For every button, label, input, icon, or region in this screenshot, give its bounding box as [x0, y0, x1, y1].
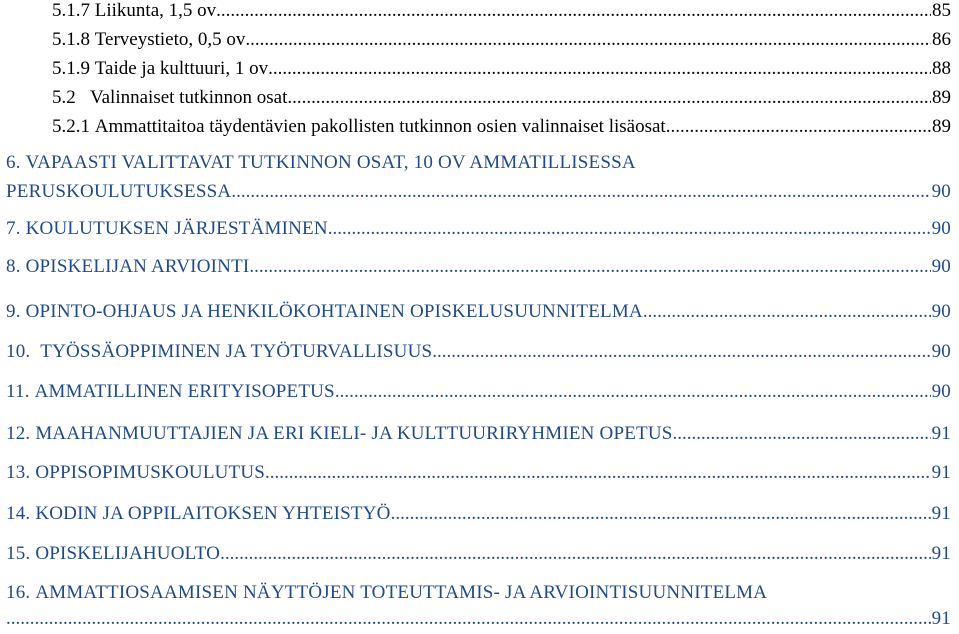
dot-leader: [268, 58, 931, 80]
toc-entry-title: 16. AMMATTIOSAAMISEN NÄYTTÖJEN TOTEUTTAMIS- JA ARVIOINTISUUNNITELMA: [6, 582, 768, 603]
toc-entry-title: 15. OPISKELIJAHUOLTO: [6, 543, 221, 564]
toc-entry-title: PERUSKOULUTUKSESSA: [6, 181, 232, 202]
toc-entry[interactable]: [0, 582, 959, 608]
toc-entry[interactable]: [0, 116, 959, 142]
toc-entry[interactable]: [0, 256, 959, 282]
dot-leader: [335, 381, 931, 403]
toc-entry[interactable]: [0, 503, 959, 529]
dot-leader: [328, 218, 931, 240]
toc-page-number: 90: [931, 256, 951, 277]
toc-entry[interactable]: [0, 152, 959, 178]
dot-leader: [432, 341, 930, 363]
toc-page-number: 91: [931, 462, 951, 483]
toc-page-number: 91: [931, 423, 951, 444]
toc-page-number: 89: [932, 87, 951, 108]
dot-leader: [666, 116, 931, 138]
toc-entry[interactable]: [0, 381, 959, 407]
toc-entry[interactable]: [0, 181, 959, 207]
dot-leader: [673, 423, 931, 445]
toc-page-number: 90: [931, 341, 951, 362]
toc-entry-title: 9. OPINTO-OHJAUS JA HENKILÖKOHTAINEN OPISKELUSUUNNITELMA: [6, 301, 643, 322]
toc-entry-title: 10. TYÖSSÄOPPIMINEN JA TYÖTURVALLISUUS: [6, 341, 433, 362]
toc-entry-title: 13. OPPISOPIMUSKOULUTUS: [6, 462, 266, 483]
toc-page-number: 91: [931, 543, 951, 564]
toc-entry[interactable]: [0, 423, 959, 449]
toc-entry[interactable]: [0, 543, 959, 569]
toc-entry[interactable]: [0, 58, 959, 84]
dot-leader: [265, 462, 931, 484]
toc-page-number: 90: [931, 381, 951, 402]
toc-entry-title: 11. AMMATILLINEN ERITYISOPETUS: [6, 381, 335, 402]
toc-entry[interactable]: [0, 87, 959, 113]
toc-page-number: 90: [931, 181, 951, 202]
toc-page-number: 86: [932, 29, 951, 50]
dot-leader: [249, 256, 930, 278]
toc-page-number: 91: [931, 503, 951, 524]
toc-entry-title: 6. VAPAASTI VALITTAVAT TUTKINNON OSAT, 10 OV AMMATILLISESSA: [6, 152, 636, 173]
toc-entry[interactable]: [0, 301, 959, 327]
toc-page-number: 90: [931, 301, 951, 322]
toc-page-number: 91: [931, 608, 951, 629]
toc-entry-title: 7. KOULUTUKSEN JÄRJESTÄMINEN: [6, 218, 328, 239]
toc-entry-title: 5.2.1 Ammattitaitoa täydentävien pakollisten tutkinnon osien valinnaiset lisäosat: [52, 116, 666, 137]
dot-leader: [245, 29, 931, 51]
toc-entry[interactable]: [0, 608, 959, 634]
toc-entry-title: 5.2 Valinnaiset tutkinnon osat: [52, 87, 288, 108]
toc-entry-title: 5.1.9 Taide ja kulttuuri, 1 ov: [52, 58, 269, 79]
toc-entry[interactable]: [0, 341, 959, 367]
toc-entry[interactable]: [0, 0, 959, 26]
toc-entry[interactable]: [0, 29, 959, 55]
dot-leader: [643, 301, 931, 323]
dot-leader: [6, 608, 931, 630]
dot-leader: [216, 0, 931, 22]
toc-page-number: 88: [932, 58, 951, 79]
toc-entry[interactable]: [0, 218, 959, 244]
toc-page-number: 89: [932, 116, 951, 137]
dot-leader: [220, 543, 931, 565]
toc-entry-title: 12. MAAHANMUUTTAJIEN JA ERI KIELI- JA KULTTUURIRYHMIEN OPETUS: [6, 423, 673, 444]
toc-entry[interactable]: [0, 462, 959, 488]
toc-page-number: 85: [932, 0, 951, 21]
toc-entry-title: 8. OPISKELIJAN ARVIOINTI: [6, 256, 250, 277]
toc-entry-title: 5.1.8 Terveystieto, 0,5 ov: [52, 29, 246, 50]
toc-entry-title: 14. KODIN JA OPPILAITOKSEN YHTEISTYÖ: [6, 503, 391, 524]
toc-page-number: 90: [931, 218, 951, 239]
dot-leader: [391, 503, 931, 525]
dot-leader: [231, 181, 930, 203]
toc-entry-title: 5.1.7 Liikunta, 1,5 ov: [52, 0, 217, 21]
dot-leader: [287, 87, 931, 109]
